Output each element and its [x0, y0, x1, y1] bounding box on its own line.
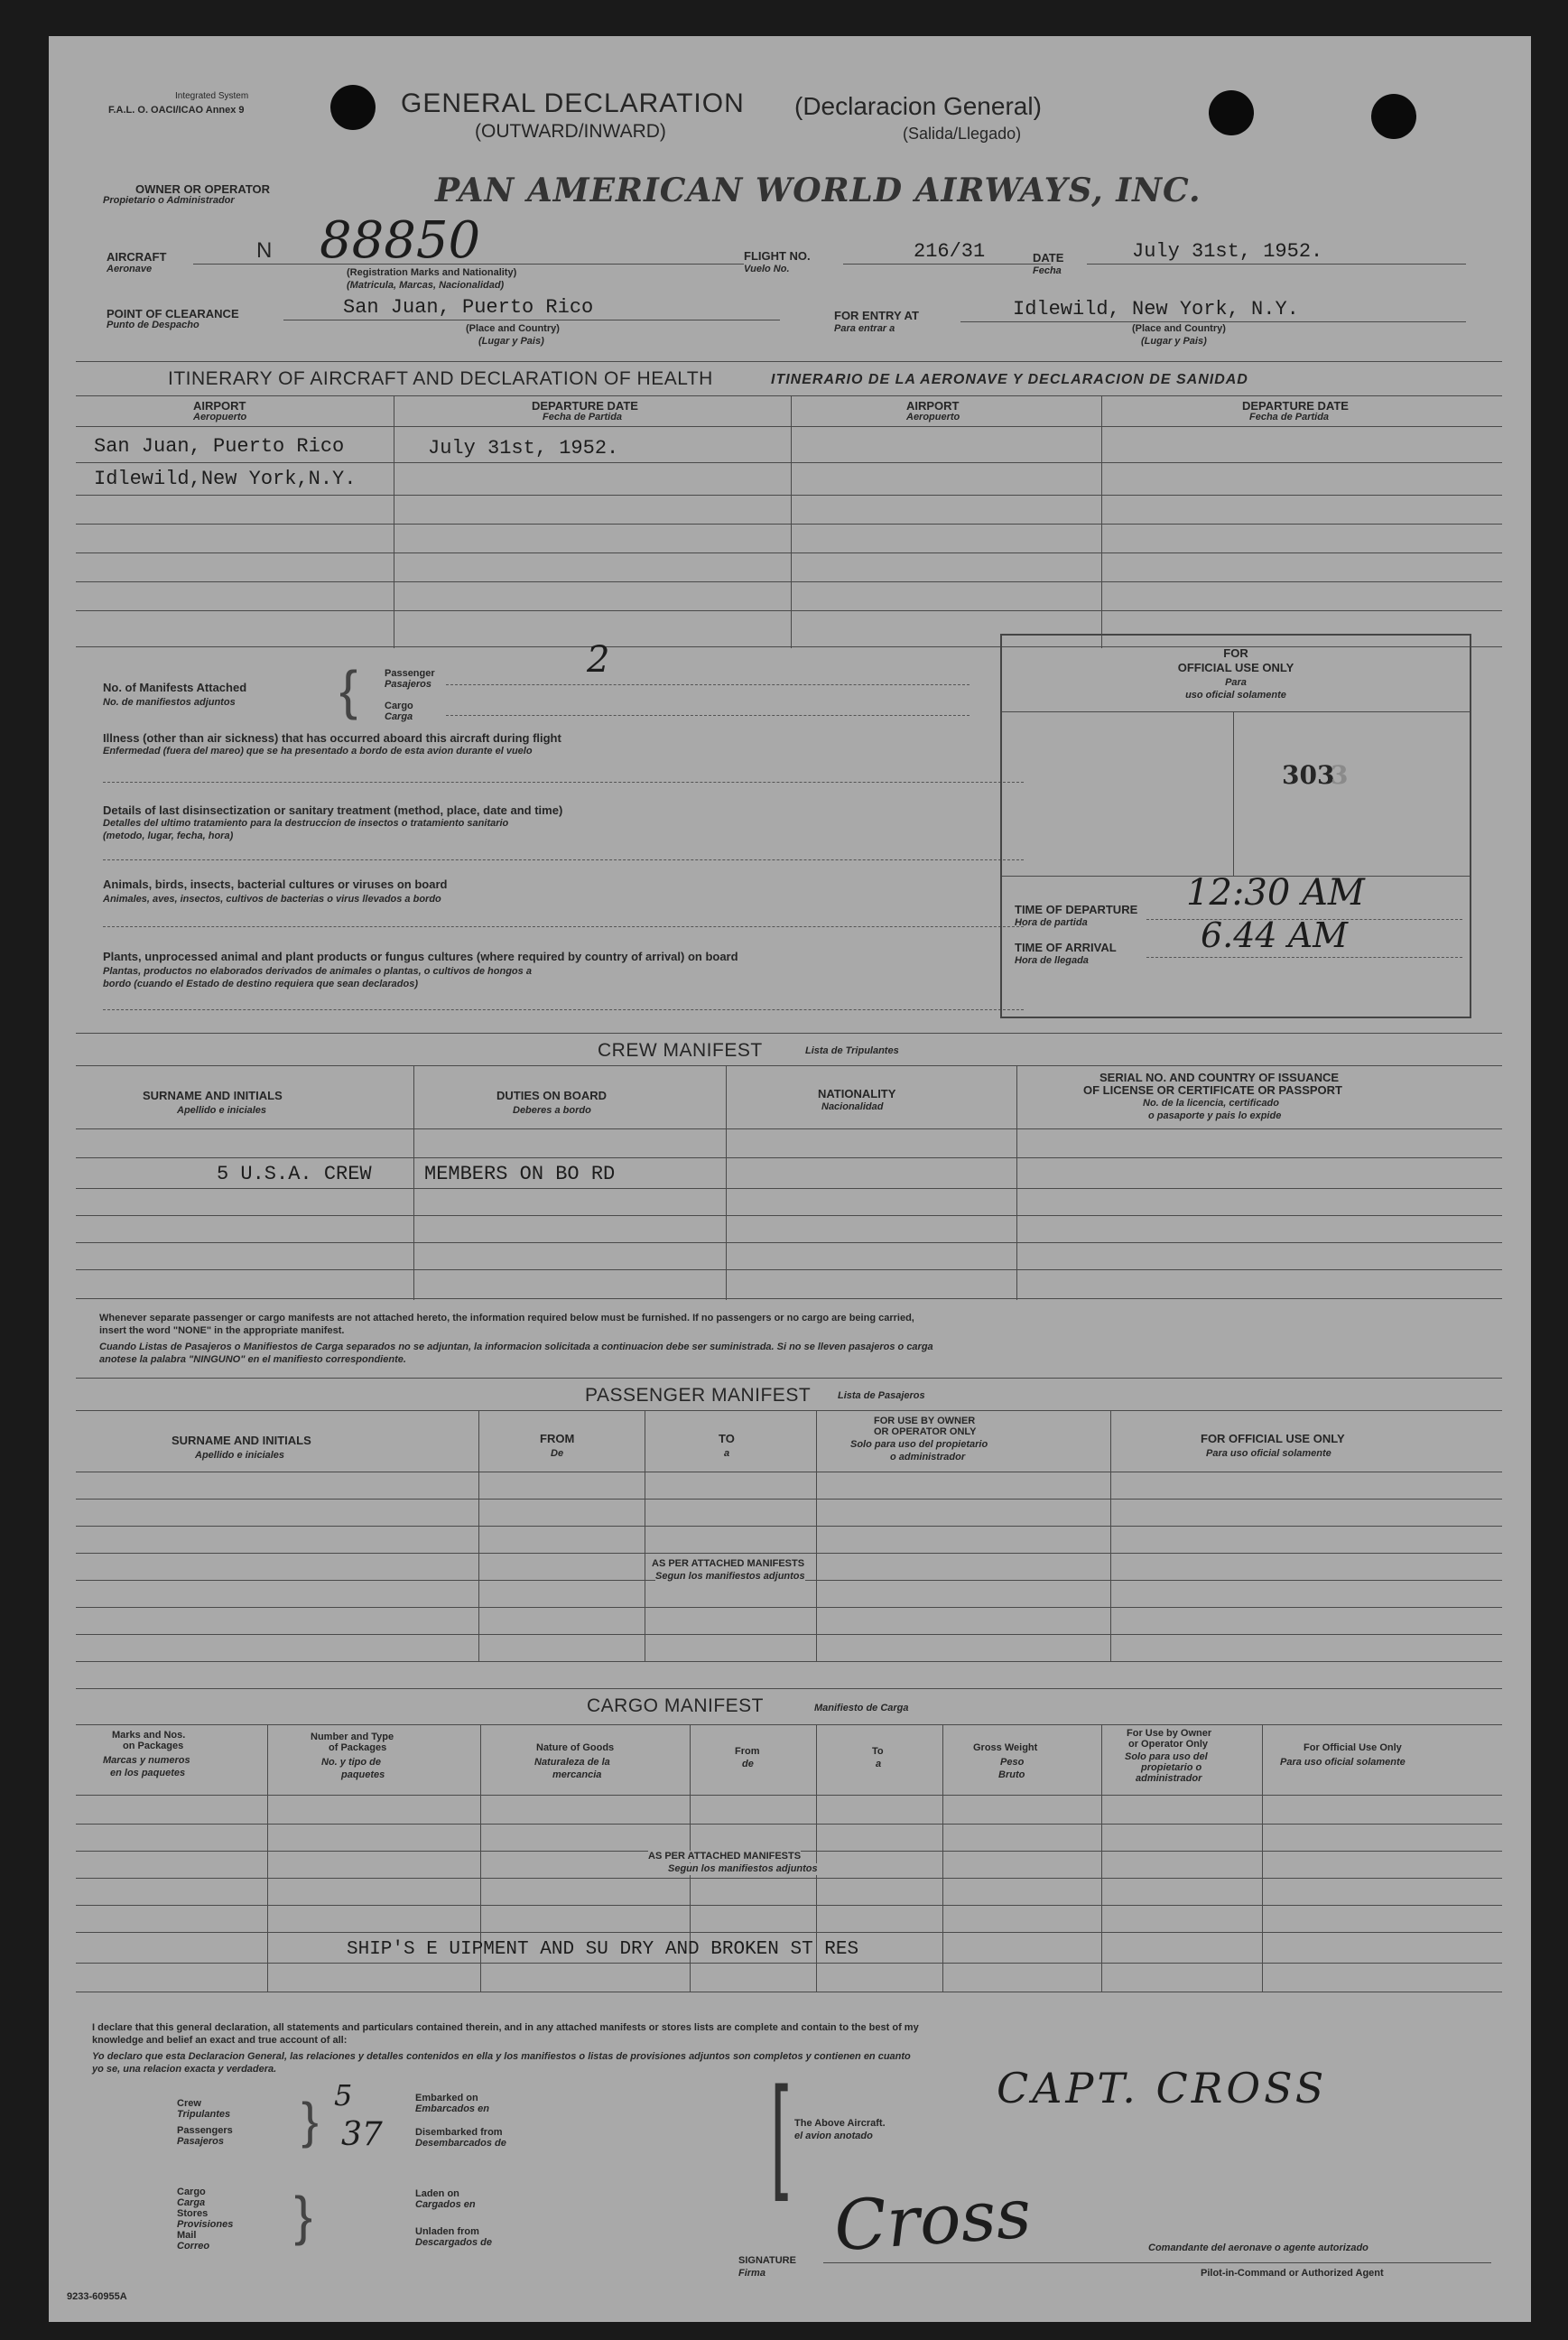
passenger-stamp-es: Segun los manifiestos adjuntos — [655, 1571, 805, 1582]
official-title2: OFFICIAL USE ONLY — [1177, 661, 1294, 674]
flight-label: FLIGHT NO. — [744, 249, 811, 263]
illness-label-es: Enfermedad (fuera del mareo) que se ha presentado a bordo de esta avion durante el vuelo — [103, 746, 533, 757]
official-title1: FOR — [1223, 646, 1248, 660]
passenger-col-to-es: a — [724, 1448, 730, 1459]
mail-count-label-es: Correo — [177, 2241, 210, 2252]
laden-label-es: Cargados en — [415, 2199, 476, 2210]
cargo-stores: SHIP'S E UIPMENT AND SU DRY AND BROKEN ST RES — [347, 1939, 859, 1960]
disembarked-label: Disembarked from — [415, 2127, 503, 2138]
arrival-label: TIME OF ARRIVAL — [1015, 941, 1117, 954]
crew-entry-a: 5 U.S.A. CREW — [217, 1163, 372, 1185]
itinerary-title-es: ITINERARIO DE LA AERONAVE Y DECLARACION DE SANIDAD — [771, 372, 1248, 387]
notice-line4: anotese la palabra "NINGUNO" en el manifiesto correspondiente. — [99, 1354, 406, 1365]
cargo-col-owner-es3: administrador — [1136, 1773, 1202, 1784]
cargo-stamp: AS PER ATTACHED MANIFESTS — [648, 1851, 802, 1862]
signature-label: SIGNATURE — [738, 2255, 796, 2266]
disinsect-label: Details of last disinsectization or sanitary treatment (method, place, date and time) — [103, 803, 563, 817]
clearance-value: San Juan, Puerto Rico — [343, 296, 594, 319]
cargo-count-label: Cargo — [177, 2187, 206, 2197]
cargo-col-nature1: Nature of Goods — [536, 1742, 615, 1753]
manifests-label-es: No. de manifiestos adjuntos — [103, 697, 236, 708]
aircraft-label: AIRCRAFT — [107, 250, 167, 264]
entry-label-es: Para entrar a — [834, 323, 895, 334]
punch-hole — [330, 85, 376, 130]
itinerary-col-departure-es-2: Fecha de Partida — [1249, 412, 1330, 422]
plants-label: Plants, unprocessed animal and plant products or fungus cultures (where required by country of arrival) on board — [103, 950, 738, 963]
plants-label-es1: Plantas, productos no elaborados derivados de animales o plantas, o cultivos de hongos a — [103, 966, 532, 977]
aircraft-caption-es: (Matricula, Marcas, Nacionalidad) — [347, 280, 505, 291]
cargo-col-number-es1: No. y tipo de — [321, 1757, 381, 1768]
itinerary-title: ITINERARY OF AIRCRAFT AND DECLARATION OF HEALTH — [168, 368, 713, 389]
cargo-col-owner-es2: propietario o — [1141, 1762, 1202, 1773]
cargo-brace: } — [294, 2186, 313, 2246]
itinerary-col-airport-es: Aeropuerto — [193, 412, 247, 422]
cargo-col-to: To — [872, 1746, 884, 1757]
cargo-col-owner2: or Operator Only — [1128, 1739, 1209, 1750]
animals-label-es: Animales, aves, insectos, cultivos de bacterias o virus llevados a bordo — [103, 894, 441, 905]
cargo-col-to-es: a — [876, 1759, 882, 1769]
itinerary-col-departure-2: DEPARTURE DATE — [1242, 399, 1349, 413]
laden-label: Laden on — [415, 2188, 459, 2199]
crew-col-nationality-es: Nacionalidad — [821, 1101, 884, 1112]
notice-line1: Whenever separate passenger or cargo manifests are not attached hereto, the information required below must be furnished. If no passengers or no cargo are being carried, — [99, 1313, 914, 1323]
crew-col-surname: SURNAME AND INITIALS — [143, 1089, 283, 1102]
crew-col-nationality: NATIONALITY — [818, 1087, 896, 1100]
crew-col-serial2: OF LICENSE OR CERTIFICATE OR PASSPORT — [1083, 1083, 1342, 1097]
crew-title: CREW MANIFEST — [598, 1040, 763, 1061]
cargo-col-nature-es1: Naturaleza de la — [534, 1757, 610, 1768]
manifests-passenger: Passenger — [385, 668, 435, 679]
departure-time: 12:30 AM — [1186, 872, 1365, 914]
owner-label: OWNER OR OPERATOR — [135, 182, 271, 196]
official-title-es1: Para — [1225, 677, 1247, 688]
flight-number: 216/31 — [914, 240, 986, 263]
commander-label: Pilot-in-Command or Authorized Agent — [1201, 2268, 1384, 2279]
manifests-passenger-value: 2 — [587, 639, 610, 681]
crew-entry-b: MEMBERS ON BO RD — [424, 1163, 616, 1185]
itinerary-col-airport-2: AIRPORT — [906, 399, 960, 413]
arrival-label-es: Hora de llegada — [1015, 955, 1089, 966]
form-title-es: (Declaracion General) — [794, 92, 1042, 120]
departure-label: TIME OF DEPARTURE — [1015, 903, 1138, 916]
cargo-stamp-es: Segun los manifiestos adjuntos — [668, 1863, 818, 1874]
stores-count-label-es: Provisiones — [177, 2219, 234, 2230]
form-title: GENERAL DECLARATION — [401, 88, 745, 118]
crew-col-serial-es1: No. de la licencia, certificado — [1143, 1098, 1279, 1109]
disinsect-label-es1: Detalles del ultimo tratamiento para la destruccion de insectos o tratamiento sanitario — [103, 818, 509, 829]
crew-count-label: Crew — [177, 2098, 201, 2109]
entry-value: Idlewild, New York, N.Y. — [1013, 298, 1299, 320]
crew-count-label-es: Tripulantes — [177, 2109, 231, 2120]
entry-label: FOR ENTRY AT — [834, 309, 919, 322]
unladen-label: Unladen from — [415, 2226, 479, 2237]
declaration-form — [49, 36, 1531, 2322]
cargo-count-label-es: Carga — [177, 2197, 206, 2208]
embarked-label: Embarked on — [415, 2093, 478, 2103]
punch-hole — [1371, 94, 1416, 139]
passenger-col-to: TO — [719, 1432, 735, 1445]
owner-value: PAN AMERICAN WORLD AIRWAYS, INC. — [435, 172, 1202, 209]
itinerary-airport-2: Idlewild,New York,N.Y. — [94, 468, 357, 490]
punch-hole — [1209, 90, 1254, 135]
clearance-caption-es: (Lugar y Pais) — [478, 336, 544, 347]
crew-col-serial-es2: o pasaporte y pais lo expide — [1148, 1110, 1282, 1121]
cargo-col-official-es: Para uso oficial solamente — [1280, 1757, 1406, 1768]
passenger-col-owner2: OR OPERATOR ONLY — [874, 1426, 977, 1437]
cargo-col-owner1: For Use by Owner — [1127, 1728, 1212, 1739]
manifests-brace: { — [339, 660, 358, 720]
embarked-label-es: Embarcados en — [415, 2103, 489, 2114]
passenger-col-surname: SURNAME AND INITIALS — [172, 1434, 311, 1447]
departure-label-es: Hora de partida — [1015, 917, 1088, 928]
notice-line2: insert the word "NONE" in the appropriate manifest. — [99, 1325, 345, 1336]
passenger-count-label-es: Pasajeros — [177, 2136, 224, 2147]
form-ref-line2: F.A.L. O. OACI/ICAO Annex 9 — [108, 105, 245, 116]
clearance-label: POINT OF CLEARANCE — [107, 307, 239, 320]
cargo-col-weight-es2: Bruto — [998, 1769, 1025, 1780]
cargo-col-marks-es2: en los paquetes — [110, 1768, 186, 1778]
aircraft-label-es: Aeronave — [107, 264, 153, 274]
cargo-col-marks-es1: Marcas y numeros — [103, 1755, 190, 1766]
flight-date: July 31st, 1952. — [1132, 240, 1323, 263]
commander-label-es: Comandante del aeronave o agente autorizado — [1148, 2242, 1369, 2253]
cargo-col-weight1: Gross Weight — [973, 1742, 1038, 1753]
disembarked-label-es: Desembarcados de — [415, 2138, 506, 2149]
passenger-col-owner-es2: o administrador — [890, 1452, 966, 1462]
passenger-title: PASSENGER MANIFEST — [585, 1385, 812, 1406]
clearance-caption: (Place and Country) — [466, 323, 560, 334]
aircraft-prefix: N — [256, 238, 273, 263]
declaration-line2: knowledge and belief an exact and true account of all: — [92, 2035, 348, 2046]
declaration-line3: Yo declaro que esta Declaracion General, las relaciones y detalles contenidos en ella y los manifiestos o listas de provisiones adjuntos son completos y contienen en cuanto — [92, 2051, 911, 2062]
cargo-col-number-es2: paquetes — [341, 1769, 385, 1780]
passenger-count-label: Passengers — [177, 2125, 233, 2136]
signature-label-es: Firma — [738, 2268, 765, 2279]
itinerary-date-1: July 31st, 1952. — [428, 437, 619, 460]
itinerary-col-airport: AIRPORT — [193, 399, 246, 413]
crew-col-surname-es: Apellido e iniciales — [177, 1105, 267, 1116]
passenger-col-official-es: Para uso oficial solamente — [1206, 1448, 1331, 1459]
cargo-title-es: Manifiesto de Carga — [814, 1703, 909, 1713]
disinsect-label-es2: (metodo, lugar, fecha, hora) — [103, 831, 234, 841]
signature: Cross — [831, 2172, 1035, 2267]
notice-line3: Cuando Listas de Pasajeros o Manifiestos de Carga separados no se adjuntan, la informacion solicitada a continuacion debe ser suministrada. Si no se lleven pasajeros o carga — [99, 1342, 933, 1352]
arrival-time: 6.44 AM — [1201, 915, 1349, 955]
aircraft-registration: 88850 — [320, 211, 481, 270]
official-stamp: 303 — [1282, 760, 1335, 790]
date-label: DATE — [1033, 251, 1064, 265]
itinerary-col-departure-es: Fecha de Partida — [543, 412, 623, 422]
manifests-cargo-es: Carga — [385, 711, 413, 722]
unladen-label-es: Descargados de — [415, 2237, 492, 2248]
passenger-col-official: FOR OFFICIAL USE ONLY — [1201, 1432, 1345, 1445]
mail-count-label: Mail — [177, 2230, 197, 2241]
clearance-label-es: Punto de Despacho — [107, 320, 199, 330]
cargo-col-number1: Number and Type — [311, 1732, 394, 1742]
cargo-col-marks1: Marks and Nos. — [112, 1730, 186, 1741]
official-title-es2: uso oficial solamente — [1185, 690, 1286, 701]
itinerary-col-airport-es-2: Aeropuerto — [906, 412, 960, 422]
cargo-col-nature-es2: mercancia — [552, 1769, 602, 1780]
form-title-sub: (OUTWARD/INWARD) — [475, 121, 666, 142]
manifests-cargo: Cargo — [385, 701, 413, 711]
crew-col-serial1: SERIAL NO. AND COUNTRY OF ISSUANCE — [1099, 1071, 1340, 1084]
manifests-label: No. of Manifests Attached — [103, 681, 247, 694]
crew-count: 5 — [334, 2078, 353, 2112]
stores-count-label: Stores — [177, 2208, 209, 2219]
aircraft-caption: (Registration Marks and Nationality) — [347, 267, 517, 278]
official-stamp-faint: 3 — [1331, 760, 1349, 790]
cargo-col-number2: of Packages — [329, 1742, 387, 1753]
passenger-col-owner-es1: Solo para uso del propietario — [850, 1439, 988, 1450]
passenger-col-surname-es: Apellido e iniciales — [195, 1450, 285, 1461]
cargo-col-official: For Official Use Only — [1304, 1742, 1402, 1753]
animals-label: Animals, birds, insects, bacterial cultures or viruses on board — [103, 878, 448, 891]
date-label-es: Fecha — [1033, 265, 1062, 276]
cargo-col-weight-es1: Peso — [1000, 1757, 1025, 1768]
flight-label-es: Vuelo No. — [744, 264, 790, 274]
form-number: 9233-60955A — [67, 2291, 127, 2302]
passenger-stamp: AS PER ATTACHED MANIFESTS — [652, 1558, 805, 1569]
passenger-title-es: Lista de Pasajeros — [838, 1390, 925, 1401]
itinerary-col-departure: DEPARTURE DATE — [532, 399, 638, 413]
cargo-col-from: From — [735, 1746, 760, 1757]
itinerary-airport-1: San Juan, Puerto Rico — [94, 435, 345, 458]
owner-label-es: Propietario o Administrador — [103, 195, 235, 206]
cargo-col-marks2: on Packages — [123, 1741, 184, 1751]
captain-name: CAPT. CROSS — [997, 2064, 1328, 2112]
illness-label: Illness (other than air sickness) that has occurred aboard this aircraft during flight — [103, 731, 561, 745]
crew-col-duties-es: Deberes a bordo — [513, 1105, 591, 1116]
crew-col-duties: DUTIES ON BOARD — [496, 1089, 608, 1102]
form-ref-line1: Integrated System — [175, 91, 249, 101]
plants-label-es2: bordo (cuando el Estado de destino requiera que sean declarados) — [103, 979, 419, 989]
cargo-col-owner-es1: Solo para uso del — [1125, 1751, 1208, 1762]
declaration-line4: yo se, una relacion exacta y verdadera. — [92, 2064, 277, 2075]
cargo-col-from-es: de — [742, 1759, 754, 1769]
passenger-col-owner1: FOR USE BY OWNER — [874, 1416, 976, 1426]
passenger-col-from-es: De — [551, 1448, 564, 1459]
crew-title-es: Lista de Tripulantes — [805, 1045, 899, 1056]
cargo-title: CARGO MANIFEST — [587, 1695, 765, 1716]
passenger-count: 37 — [341, 2116, 383, 2153]
signature-bracket: [ — [770, 2060, 789, 2202]
form-title-es-sub: (Salida/Llegado) — [903, 125, 1022, 143]
entry-caption-es: (Lugar y Pais) — [1141, 336, 1207, 347]
manifests-passenger-es: Pasajeros — [385, 679, 431, 690]
above-aircraft: The Above Aircraft. — [794, 2118, 886, 2129]
above-aircraft-es: el avion anotado — [794, 2131, 873, 2141]
passenger-col-from: FROM — [540, 1432, 575, 1445]
count-brace: } — [302, 2092, 319, 2149]
entry-caption: (Place and Country) — [1132, 323, 1226, 334]
declaration-line1: I declare that this general declaration, all statements and particulars contained therein, and in any attached manifests or stores lists are complete and contain to the best of my — [92, 2022, 919, 2033]
